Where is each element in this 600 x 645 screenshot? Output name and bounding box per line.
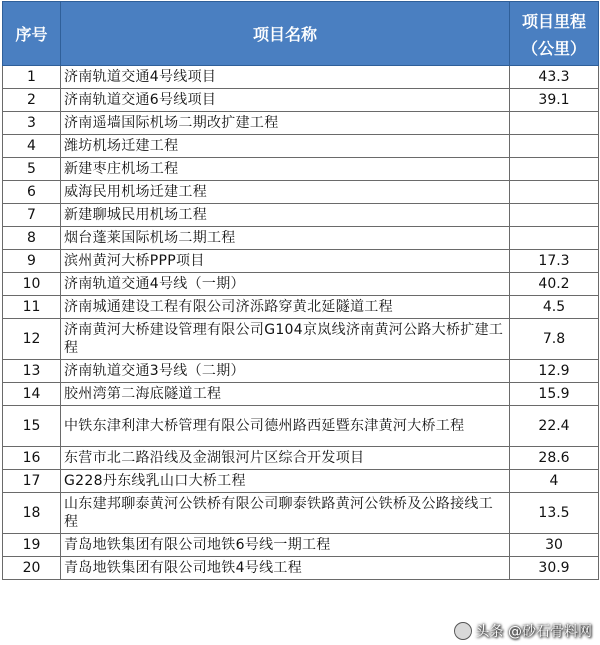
- row-km: [510, 181, 599, 204]
- row-index: 20: [3, 557, 61, 580]
- row-index: 18: [3, 493, 61, 534]
- row-km: [510, 158, 599, 181]
- row-name: 新建枣庄机场工程: [61, 158, 510, 181]
- header-km: [510, 2, 599, 66]
- table-row: [3, 89, 599, 112]
- row-index: 1: [3, 66, 61, 89]
- row-name: 烟台蓬莱国际机场二期工程: [61, 227, 510, 250]
- row-km: 15.9: [510, 383, 599, 406]
- table-row: [3, 66, 599, 89]
- row-name: 济南遥墙国际机场二期改扩建工程: [61, 112, 510, 135]
- row-index: 14: [3, 383, 61, 406]
- table-row: [3, 158, 599, 181]
- project-table: [2, 1, 599, 580]
- header-name: 项目名称: [61, 2, 510, 66]
- table-row: [3, 406, 599, 447]
- table-row: [3, 557, 599, 580]
- row-index: 13: [3, 360, 61, 383]
- row-index: 9: [3, 250, 61, 273]
- table-row: [3, 319, 599, 360]
- row-name: 滨州黄河大桥PPP项目: [61, 250, 510, 273]
- table-row: [3, 493, 599, 534]
- row-name: 青岛地铁集团有限公司地铁6号线一期工程: [61, 534, 510, 557]
- header-km-line2: （公里）: [521, 38, 586, 58]
- row-km: [510, 112, 599, 135]
- row-index: 17: [3, 470, 61, 493]
- table-row: [3, 181, 599, 204]
- row-km: 30.9: [510, 557, 599, 580]
- table-row: [3, 250, 599, 273]
- row-name: 济南轨道交通4号线项目: [61, 66, 510, 89]
- row-km: 28.6: [510, 447, 599, 470]
- row-index: 7: [3, 204, 61, 227]
- row-name: 济南轨道交通6号线项目: [61, 89, 510, 112]
- table-row: [3, 470, 599, 493]
- row-name: 济南黄河大桥建设管理有限公司G104京岚线济南黄河公路大桥扩建工程: [61, 319, 510, 360]
- table-row: [3, 204, 599, 227]
- row-name: 威海民用机场迁建工程: [61, 181, 510, 204]
- watermark: [454, 621, 592, 641]
- row-index: 2: [3, 89, 61, 112]
- row-index: 4: [3, 135, 61, 158]
- row-name: 济南轨道交通3号线（二期）: [61, 360, 510, 383]
- row-name: 青岛地铁集团有限公司地铁4号线工程: [61, 557, 510, 580]
- row-km: 13.5: [510, 493, 599, 534]
- row-name: 济南轨道交通4号线（一期）: [61, 273, 510, 296]
- row-index: 5: [3, 158, 61, 181]
- row-index: 12: [3, 319, 61, 360]
- row-km: 22.4: [510, 406, 599, 447]
- row-name: 山东建邦聊泰黄河公铁桥有限公司聊泰铁路黄河公铁桥及公路接线工程: [61, 493, 510, 534]
- header-km-line1: 项目里程: [521, 11, 586, 31]
- row-name: 东营市北二路沿线及金湖银河片区综合开发项目: [61, 447, 510, 470]
- row-km: 7.8: [510, 319, 599, 360]
- table-row: [3, 135, 599, 158]
- row-index: 8: [3, 227, 61, 250]
- header-row: [3, 2, 599, 66]
- row-name: G228丹东线乳山口大桥工程: [61, 470, 510, 493]
- table-row: [3, 447, 599, 470]
- row-name: 中铁东津利津大桥管理有限公司德州路西延暨东津黄河大桥工程: [61, 406, 510, 447]
- table-row: [3, 360, 599, 383]
- row-index: 15: [3, 406, 61, 447]
- row-name: 新建聊城民用机场工程: [61, 204, 510, 227]
- header-index: 序号: [3, 2, 61, 66]
- table-row: [3, 383, 599, 406]
- row-index: 10: [3, 273, 61, 296]
- row-index: 19: [3, 534, 61, 557]
- row-name: 济南城通建设工程有限公司济泺路穿黄北延隧道工程: [61, 296, 510, 319]
- row-name: 胶州湾第二海底隧道工程: [61, 383, 510, 406]
- row-index: 11: [3, 296, 61, 319]
- table-row: [3, 296, 599, 319]
- row-km: [510, 204, 599, 227]
- row-km: 39.1: [510, 89, 599, 112]
- row-km: 40.2: [510, 273, 599, 296]
- row-km: 17.3: [510, 250, 599, 273]
- row-km: [510, 227, 599, 250]
- row-km: 43.3: [510, 66, 599, 89]
- table-row: [3, 273, 599, 296]
- table-row: [3, 534, 599, 557]
- row-km: 4.5: [510, 296, 599, 319]
- row-km: 30: [510, 534, 599, 557]
- table-row: [3, 112, 599, 135]
- row-km: 4: [510, 470, 599, 493]
- watermark-logo-icon: [454, 622, 472, 640]
- row-index: 3: [3, 112, 61, 135]
- row-index: 6: [3, 181, 61, 204]
- watermark-text: 头条 @砂石骨料网: [475, 624, 592, 640]
- row-name: 潍坊机场迁建工程: [61, 135, 510, 158]
- row-index: 16: [3, 447, 61, 470]
- table-row: [3, 227, 599, 250]
- row-km: [510, 135, 599, 158]
- row-km: 12.9: [510, 360, 599, 383]
